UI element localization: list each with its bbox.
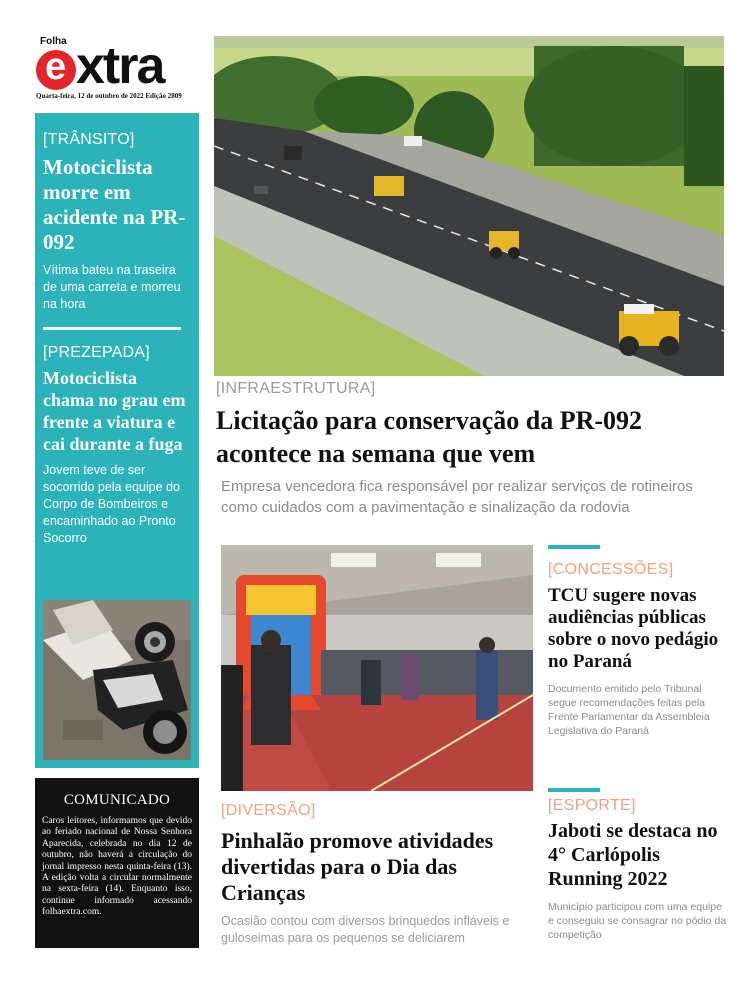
motorcycle-photo-art <box>43 600 191 760</box>
headline-diversao[interactable]: Pinhalão promove atividades divertidas para o Dia das Crianças <box>221 828 494 905</box>
headline-main[interactable]: Licitação para conservação da PR-092 acontece na semana que vem <box>216 406 643 468</box>
dateline: Quarta-feira, 12 de outubro de 2022 Edição 2809 <box>36 92 182 100</box>
logo-e-letter: e <box>45 46 67 88</box>
story-prezepada[interactable] <box>43 344 191 547</box>
comunicado-box <box>35 778 199 948</box>
motorcycle-photo[interactable] <box>43 600 191 760</box>
childrens-day-photo[interactable] <box>221 545 533 791</box>
left-column <box>35 113 199 768</box>
section-tag-infraestrutura: [INFRAESTRUTURA] <box>216 380 376 397</box>
subhead-esporte: Município participou com uma equipe e conseguiu se consagrar no pódio da competição <box>548 901 727 941</box>
section-tag-prezepada: [PREZEPADA] <box>43 344 150 361</box>
comunicado-title: COMUNICADO <box>63 792 171 808</box>
road-paving-photo-art <box>214 36 724 376</box>
subhead-prezepada: Jovem teve de ser socorrido pela equipe do Corpo de Bombeiros e encaminhado ao Pronto Socorro <box>43 463 180 545</box>
headline-prezepada[interactable]: Motociclista chama no grau em frente a viatura e cai durante a fuga <box>43 368 186 454</box>
masthead-logo[interactable] <box>36 36 201 102</box>
road-paving-photo[interactable] <box>214 36 724 376</box>
subhead-concessoes: Documento emitido pelo Tribunal segue recomendações feitas pela Frente Parlamentar da Assembleia Legislativa do Paraná <box>548 683 710 737</box>
subhead-diversao: Ocasião contou com diversos brinquedos infláveis e guloseimas para os pequenos se deliciarem <box>221 914 510 945</box>
comunicado-text: Caros leitores, informamos que devido ao feriado nacional de Nossa Senhora Aparecida, celebrada no dia 12 de outubro, não haverá a circulação do jornal impresso nesta quinta-feira (13). A edição volta a circular normalmente na sexta-feira (14). Enquanto isso, continue informado acessando folhaextra.com. <box>42 816 192 918</box>
logo-folha-text: Folha <box>40 36 67 47</box>
section-tag-transito: [TRÂNSITO] <box>43 131 135 148</box>
headline-transito[interactable]: Motociclista morre em acidente na PR-092 <box>43 155 186 254</box>
story-concessoes[interactable] <box>548 561 728 738</box>
section-tag-concessoes: [CONCESSÕES] <box>548 561 674 578</box>
teal-accent-bar-concessoes <box>548 545 600 549</box>
headline-esporte[interactable]: Jaboti se destaca no 4° Carlópolis Running 2022 <box>548 820 718 890</box>
headline-concessoes[interactable]: TCU sugere novas audiências públicas sobre o novo pedágio no Paraná <box>548 585 719 672</box>
section-tag-esporte: [ESPORTE] <box>548 797 636 814</box>
story-esporte[interactable] <box>548 797 728 942</box>
left-divider <box>43 327 181 330</box>
childrens-day-photo-art <box>221 545 533 791</box>
teal-accent-bar-esporte <box>548 788 600 792</box>
story-transito[interactable] <box>43 131 191 313</box>
subhead-main: Empresa vencedora fica responsável por realizar serviços de rotineiros como cuidados com a pavimentação e sinalização da rodovia <box>221 478 693 516</box>
section-tag-diversao: [DIVERSÃO] <box>221 802 316 819</box>
logo-brand-text: xtra <box>76 37 164 95</box>
subhead-transito: Vítima bateu na traseira de uma carreta e morreu na hora <box>43 263 181 311</box>
